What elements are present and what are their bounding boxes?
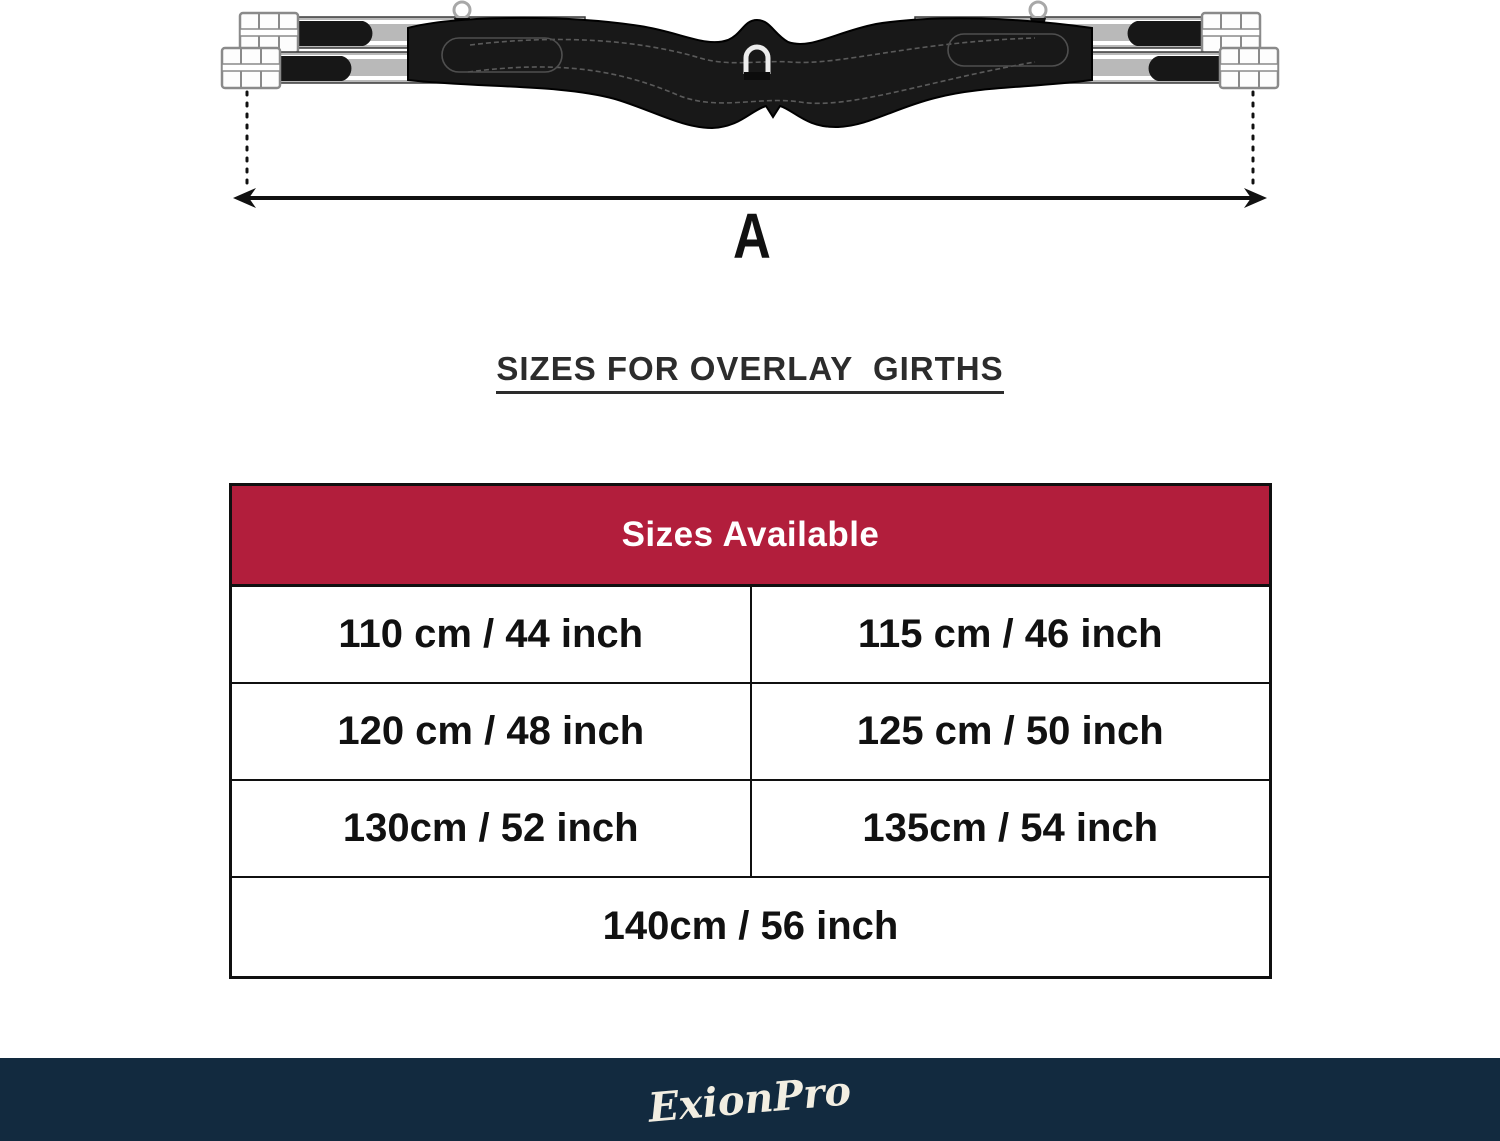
dimension-label: A — [733, 201, 771, 270]
size-cell: 130cm / 52 inch — [231, 780, 751, 877]
table-row — [231, 683, 1271, 780]
table-row — [231, 780, 1271, 877]
heading-wrap — [0, 350, 1500, 394]
girth-diagram — [0, 0, 1500, 270]
size-cell: 125 cm / 50 inch — [751, 683, 1271, 780]
size-cell-full: 140cm / 56 inch — [231, 877, 1271, 978]
size-cell: 115 cm / 46 inch — [751, 586, 1271, 683]
size-table — [229, 483, 1272, 979]
buckle-icon — [1220, 48, 1278, 88]
table-row — [231, 877, 1271, 978]
table-header-row — [231, 485, 1271, 586]
size-cell: 110 cm / 44 inch — [231, 586, 751, 683]
buckle-icon — [222, 48, 280, 88]
table-row — [231, 586, 1271, 683]
page-title: SIZES FOR OVERLAY GIRTHS — [496, 350, 1003, 394]
girth-body — [408, 18, 1092, 128]
size-cell: 120 cm / 48 inch — [231, 683, 751, 780]
table-header-cell: Sizes Available — [231, 485, 1271, 586]
size-cell: 135cm / 54 inch — [751, 780, 1271, 877]
brand-logo: ExionPro — [646, 1067, 854, 1132]
footer-bar — [0, 1058, 1500, 1141]
